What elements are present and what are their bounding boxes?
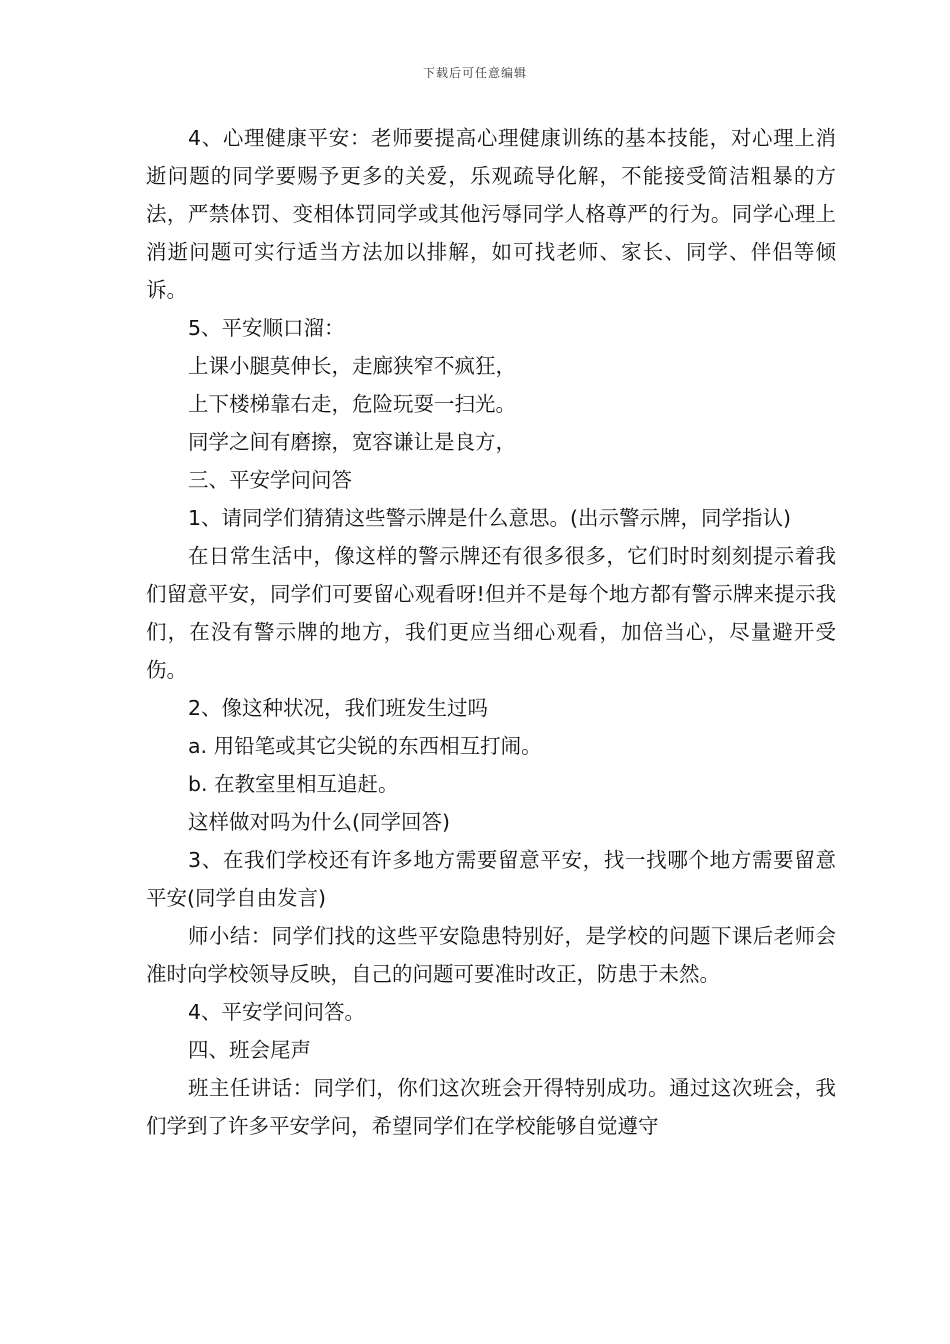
paragraph-safety-rhyme-heading: 5、平安顺口溜： — [188, 316, 345, 340]
rhyme-line-3: 同学之间有磨擦，宽容谦让是良方， — [188, 430, 516, 454]
rhyme-line-2: 上下楼梯靠右走，危险玩耍一扫光。 — [188, 392, 516, 416]
paragraph-safety-quiz: 4、平安学问问答。 — [188, 1000, 366, 1024]
page-header-note: 下载后可任意编辑 — [422, 66, 527, 80]
paragraph-mental-health-safety: 4、心理健康平安：老师要提高心理健康训练的基本技能，对心理上消逝问题的同学要赐予更多的关爱，乐观疏导化解，不能接受简洁粗暴的方法，严禁体罚、变相体罚同学或其他污辱同学人格尊严的行为。同学心理上消逝问题可实行适当方法加以排解，如可找老师、家长、同学、伴侣等倾诉。 — [146, 126, 836, 302]
document-body — [146, 119, 836, 1145]
list-item-b: b. 在教室里相互追赶。 — [188, 772, 399, 796]
section-heading-closing: 四、班会尾声 — [188, 1038, 311, 1062]
paragraph-school-places: 3、在我们学校还有许多地方需要留意平安，找一找哪个地方需要留意平安(同学自由发言) — [146, 848, 836, 910]
list-item-a: a. 用铅笔或其它尖锐的东西相互打闹。 — [188, 734, 542, 758]
paragraph-is-it-right: 这样做对吗为什么(同学回答) — [188, 810, 450, 834]
paragraph-warning-signs: 1、请同学们猜猜这些警示牌是什么意思。(出示警示牌，同学指认) — [188, 506, 792, 530]
rhyme-line-1: 上课小腿莫伸长，走廊狭窄不疯狂， — [188, 354, 516, 378]
section-heading-safety-qa: 三、平安学问问答 — [188, 468, 352, 492]
paragraph-teacher-speech: 班主任讲话：同学们，你们这次班会开得特别成功。通过这次班会，我们学到了许多平安学问，希望同学们在学校能够自觉遵守 — [146, 1076, 836, 1138]
paragraph-teacher-summary: 师小结：同学们找的这些平安隐患特别好，是学校的问题下课后老师会准时向学校领导反映，自己的问题可要准时改正，防患于未然。 — [146, 924, 836, 986]
paragraph-class-situation: 2、像这种状况，我们班发生过吗 — [188, 696, 489, 720]
paragraph-daily-life: 在日常生活中，像这样的警示牌还有很多很多，它们时时刻刻提示着我们留意平安，同学们可要留心观看呀!但并不是每个地方都有警示牌来提示我们，在没有警示牌的地方，我们更应当细心观看，加倍当心，尽量避开受伤。 — [146, 544, 836, 682]
